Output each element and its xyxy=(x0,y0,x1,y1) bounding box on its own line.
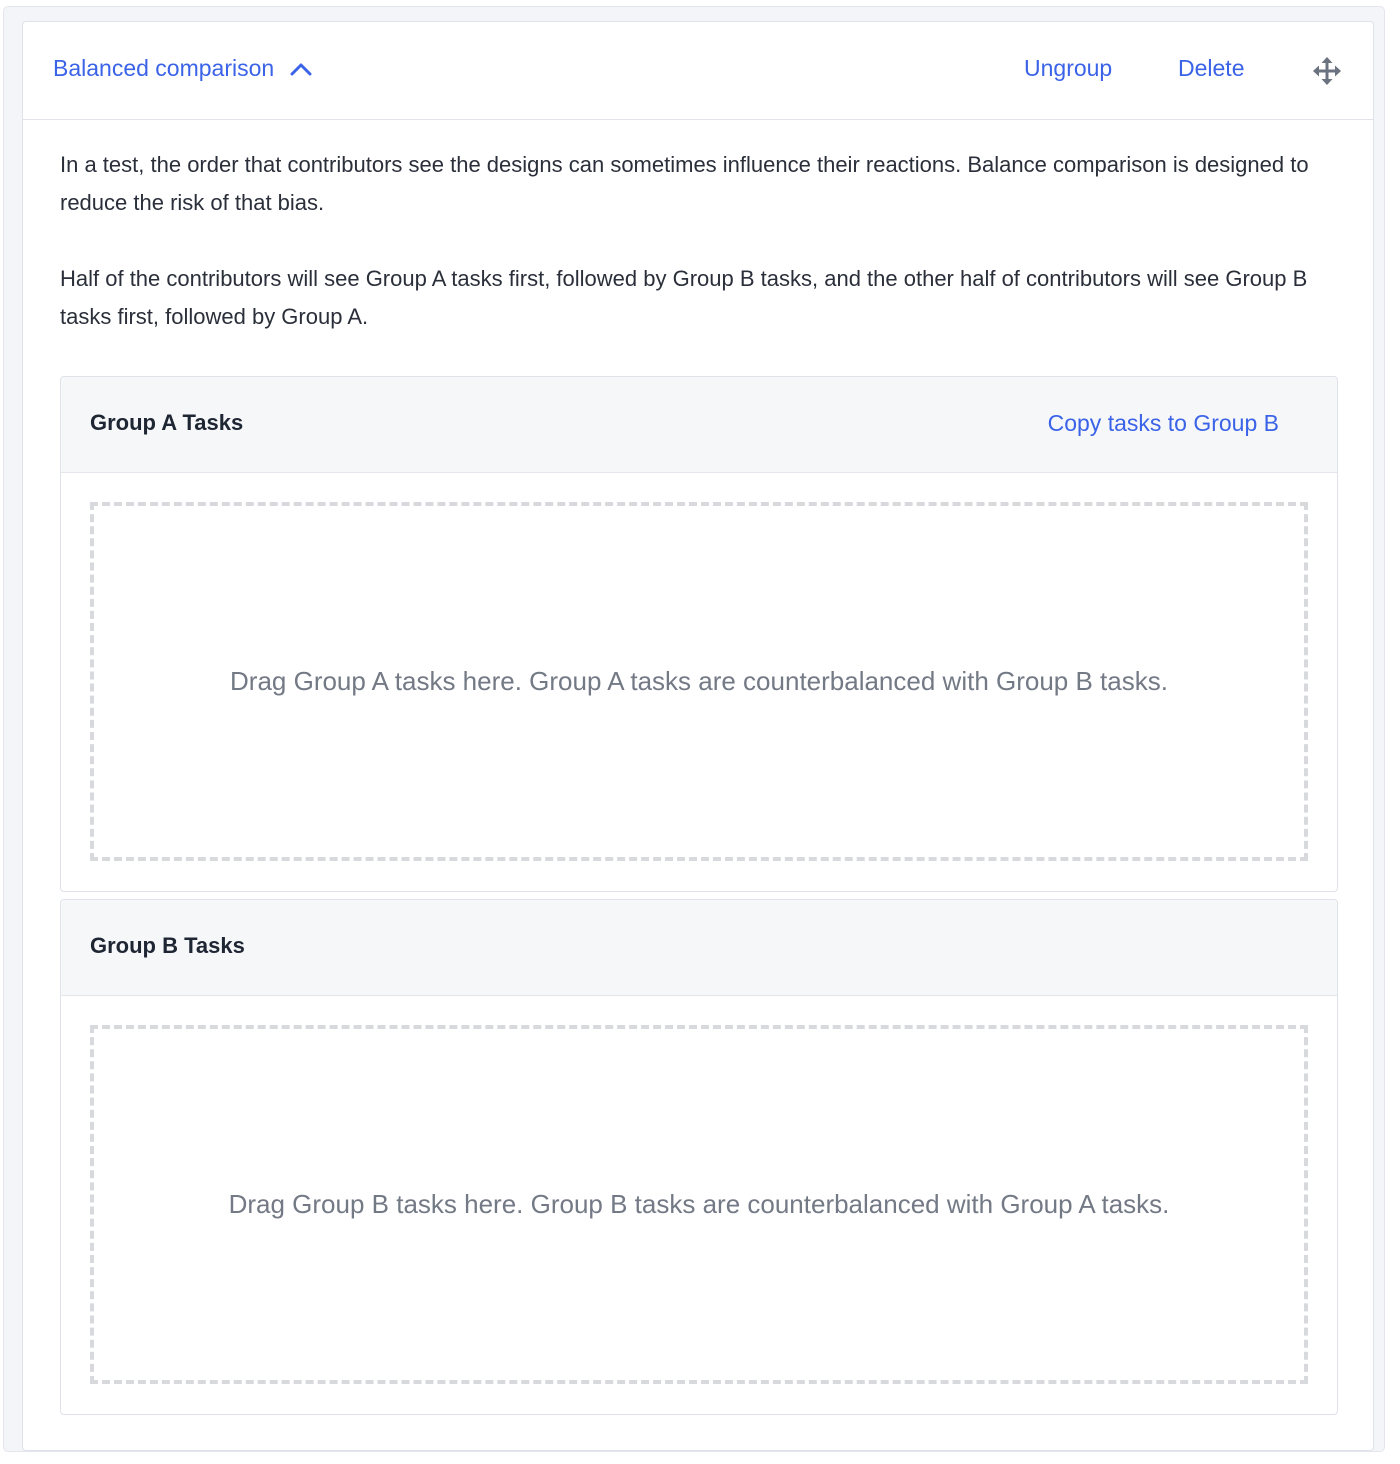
group-b-title: Group B Tasks xyxy=(90,933,245,958)
group-a-panel xyxy=(60,376,1338,892)
group-a-dropzone-text: Drag Group A tasks here. Group A tasks are counterbalanced with Group B tasks. xyxy=(230,666,1168,696)
copy-tasks-to-group-b-button[interactable]: Copy tasks to Group B xyxy=(1047,410,1279,436)
chevron-up-icon xyxy=(290,62,312,76)
move-icon[interactable] xyxy=(1313,57,1341,85)
description-paragraph-1: In a test, the order that contributors see the designs can sometimes influence their reactions. Balance comparison is designed to reduce the risk of that bias. xyxy=(60,152,1309,215)
group-a-title: Group A Tasks xyxy=(90,410,244,435)
balanced-comparison-container xyxy=(3,6,1385,1452)
balanced-comparison-card xyxy=(22,21,1374,1451)
group-a-header xyxy=(61,377,1337,473)
group-b-panel xyxy=(60,899,1338,1415)
delete-button[interactable]: Delete xyxy=(1178,55,1245,81)
group-b-dropzone-text: Drag Group B tasks here. Group B tasks are counterbalanced with Group A tasks. xyxy=(228,1189,1170,1219)
ungroup-button[interactable]: Ungroup xyxy=(1024,55,1113,81)
group-b-header xyxy=(61,900,1337,996)
group-a-dropzone[interactable] xyxy=(90,502,1308,861)
group-b-dropzone[interactable] xyxy=(90,1025,1308,1384)
description xyxy=(60,146,1350,336)
card-header xyxy=(23,22,1373,120)
card-title: Balanced comparison xyxy=(53,55,275,81)
collapse-toggle[interactable] xyxy=(53,55,312,82)
description-paragraph-2: Half of the contributors will see Group A tasks first, followed by Group B tasks, and the other half of contributors will see Group B tasks first, followed by Group A. xyxy=(60,266,1308,329)
